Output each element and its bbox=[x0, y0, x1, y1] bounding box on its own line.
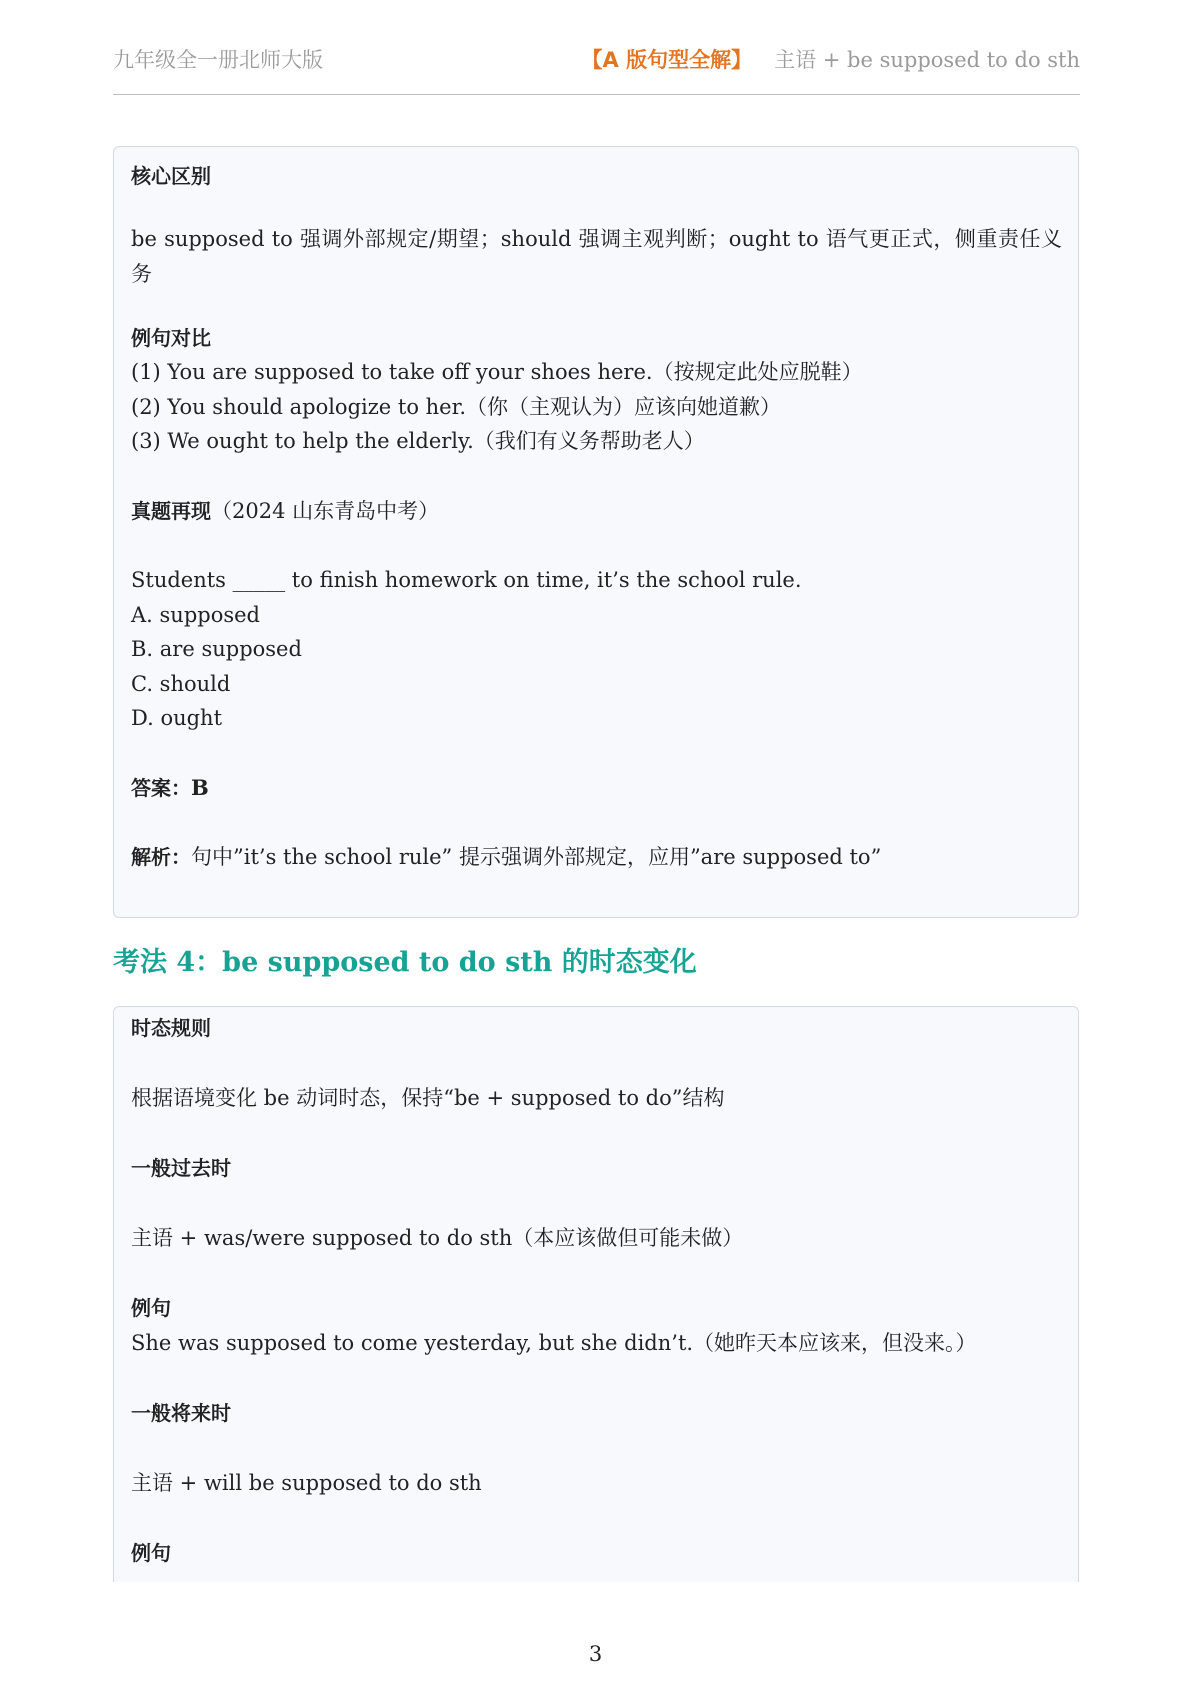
past-tense-label: 一般过去时 bbox=[131, 1156, 231, 1180]
past-example-text: She was supposed to come yesterday, but she didn’t.（她昨天本应该来，但没来。） bbox=[131, 1331, 977, 1355]
exam-question: Students _____ to finish homework on time, it’s the school rule. bbox=[131, 568, 802, 592]
analysis-line bbox=[131, 840, 1062, 874]
example-3: (3) We ought to help the elderly.（我们有义务帮助老人） bbox=[131, 429, 705, 453]
future-tense-label: 一般将来时 bbox=[131, 1401, 231, 1425]
edition-tag: 【A 版句型全解】 bbox=[581, 48, 753, 72]
book-title: 九年级全一册北师大版 bbox=[113, 48, 323, 72]
examples-label: 例句对比 bbox=[131, 326, 211, 350]
option-c: C. should bbox=[131, 672, 231, 696]
answer-line bbox=[131, 771, 1062, 805]
chapter-subtitle: 主语 + be supposed to do sth bbox=[774, 48, 1080, 72]
option-a: A. supposed bbox=[131, 603, 260, 627]
option-d: D. ought bbox=[131, 706, 223, 730]
exam-label: 真题再现 bbox=[131, 499, 211, 523]
tense-rule-text: 根据语境变化 be 动词时态，保持“be + supposed to do”结构 bbox=[131, 1086, 725, 1110]
answer-value: B bbox=[191, 775, 209, 800]
page-header bbox=[113, 44, 1080, 95]
answer-label: 答案： bbox=[131, 776, 191, 800]
section-title: 考法 4：be supposed to do sth 的时态变化 bbox=[113, 947, 697, 978]
example-1: (1) You are supposed to take off your shoes here.（按规定此处应脱鞋） bbox=[131, 360, 863, 384]
header-right bbox=[582, 44, 1080, 74]
tense-card bbox=[113, 1006, 1079, 1582]
core-difference-text: be supposed to 强调外部规定/期望；should 强调主观判断；ought to 语气更正式，侧重责任义务 bbox=[131, 227, 1062, 286]
option-b: B. are supposed bbox=[131, 637, 302, 661]
future-example-label: 例句 bbox=[131, 1541, 171, 1565]
tense-rule-label: 时态规则 bbox=[131, 1016, 211, 1040]
analysis-label: 解析： bbox=[131, 845, 191, 869]
exam-source: （2024 山东青岛中考） bbox=[211, 499, 440, 523]
page-number: 3 bbox=[588, 1642, 603, 1666]
analysis-text: 句中”it’s the school rule” 提示强调外部规定，应用”are supposed to” bbox=[191, 845, 882, 869]
example-2: (2) You should apologize to her.（你（主观认为）应该向她道歉） bbox=[131, 395, 782, 419]
exam-heading bbox=[131, 494, 1062, 528]
past-example-label: 例句 bbox=[131, 1296, 171, 1320]
future-tense-text: 主语 + will be supposed to do sth bbox=[131, 1471, 482, 1495]
comparison-card bbox=[113, 146, 1079, 918]
past-tense-text: 主语 + was/were supposed to do sth（本应该做但可能未做） bbox=[131, 1226, 744, 1250]
core-difference-label: 核心区别 bbox=[131, 164, 211, 188]
